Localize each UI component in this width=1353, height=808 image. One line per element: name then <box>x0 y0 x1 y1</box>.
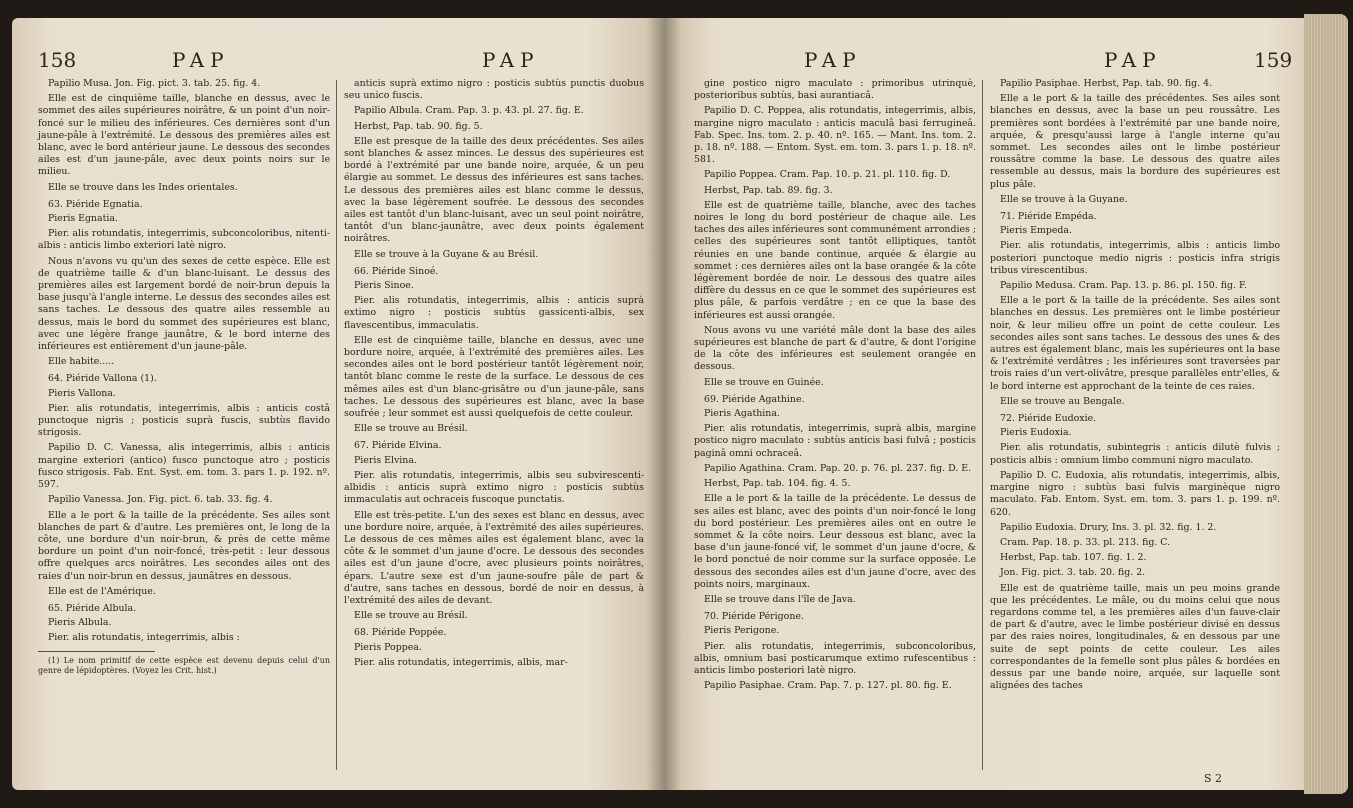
right-page <box>664 18 1304 790</box>
species-heading: 65. Piéride Albula. <box>48 602 137 614</box>
text-paragraph: Pier. alis rotundatis, integerrimis, albis : anticis costâ punctoque nigris ; posticis suprà fuscis, subtùs flavido strigosis. <box>38 402 330 439</box>
text-paragraph: Papilio Vanessa. Jon. Fig. pict. 6. tab. 33. fig. 4. <box>48 494 273 506</box>
text-paragraph: Papilio Albula. Cram. Pap. 3. p. 43. pl. 27. fig. E. <box>354 105 584 117</box>
text-paragraph: Elle a le port & la taille des précédentes. Ses ailes sont blanches en dessus, avec la base un peu roussâtre. Les premières sont bordées à l'extrémité par une bande noire, arquée, & presqu'aussi large à l'angle interne qu'au sommet. Les secondes ailes ont le limbe postérieur roussâtre comme la base. Le dessous des quatre ailes ressemble au dessus, mais la bordure des supérieures est plus pâle. <box>990 93 1280 190</box>
text-paragraph: Herbst, Pap. tab. 89. fig. 3. <box>704 184 833 196</box>
text-paragraph: Pier. alis rotundatis, integerrimis, albis : <box>48 632 240 644</box>
species-heading: 70. Piéride Périgone. <box>704 611 804 623</box>
text-paragraph: Elle a le port & la taille de la précédente. Le dessus de ses ailes est blanc, avec des points d'un noir-foncé le long du bord postérieur. Les premières ailes ont en outre le sommet & la côte noirs. Leur dessous est blanc, avec la base d'un jaune-foncé vif, le sommet d'un jaune d'ocre, & le bord ponctué de noir comme sur la surface opposée. Le dessous des secondes ailes est d'un jaune d'ocre, avec des points noirs, marginaux. <box>694 493 976 590</box>
text-paragraph: Nous avons vu une variété mâle dont la base des ailes supérieures est blanche de part & d'autre, & dont l'origine de la côte des inférieures est seulement orangée en dessous. <box>694 324 976 373</box>
species-heading: 67. Piéride Elvina. <box>354 440 442 452</box>
text-paragraph: gine postico nigro maculato : primoribus utrinquè, posterioribus subtùs, basi aurantiacâ. <box>694 78 976 102</box>
text-paragraph: Papilio Poppea. Cram. Pap. 10. p. 21. pl. 110. fig. D. <box>704 169 951 181</box>
footnote: (1) Le nom primitif de cette espèce est devenu depuis celui d'un genre de lépidoptères. (Voyez les Crit. hist.) <box>38 655 330 675</box>
right-running-head-2: PAP <box>1104 48 1162 72</box>
text-paragraph: Cram. Pap. 18. p. 33. pl. 213. fig. C. <box>1000 536 1171 548</box>
text-paragraph: Pier. alis rotundatis, integerrimis, albis : anticis suprà extimo nigro : posticis subtùs gassicenti-albis, sex flavescentibus, immaculatis. <box>344 295 644 331</box>
text-paragraph: Herbst, Pap. tab. 107. fig. 1. 2. <box>1000 552 1147 564</box>
right-column-2 <box>990 78 1280 695</box>
text-paragraph: Papilio Pasiphae. Cram. Pap. 7. p. 127. pl. 80. fig. E. <box>704 680 952 692</box>
signature-mark: S 2 <box>1204 772 1223 785</box>
column-divider <box>982 80 983 770</box>
text-paragraph: Nous n'avons vu qu'un des sexes de cette espèce. Elle est de quatrième taille & d'un blanc-luisant. Le dessus des premières ailes est largement bordé de noir-brun depuis la base jusqu'à l'angle interne. Le dessus des secondes ailes est sans taches. Le dessous des quatre ailes ressemble au dessus, mais le bord du sommet des supérieures est blanc, avec une légère frange jaunâtre, & le bord interne des inférieures est entièrement d'un jaune-pâle. <box>38 255 330 353</box>
left-page-number: 158 <box>38 48 77 72</box>
text-paragraph: Pieris Sinoe. <box>354 280 414 292</box>
text-paragraph: Elle est de quatrième taille, mais un peu moins grande que les précédentes. Le mâle, ou du moins celui que nous regardons comme tel, a les premières ailes d'un fauve-clair de part & d'autre, avec le limbe postérieur divisé en dessus par des raies noires, longitudinales, & en dessous par une suite de sept points de cette couleur. Les ailes correspondantes de la femelle sont plus pâles & bordées en dessus par une bande noire, arquée, sur laquelle sont alignées des taches <box>990 582 1280 692</box>
text-paragraph: Elle se trouve à la Guyane. <box>1000 193 1128 205</box>
text-paragraph: Elle est de cinquième taille, blanche en dessus, avec une bordure noire, arquée, à l'extrémité des premières ailes. Les secondes ailes ont le bord postérieur tantôt légèrement noir, tantôt blanc comme le reste de la surface. Le dessous de ces mêmes ailes est d'un blanc-grisâtre ou d'un jaune-pâle, sans taches. Le dessous des supérieures est blanc, avec la base soufrée ; leur sommet est aussi quelquefois de cette couleur. <box>344 334 644 420</box>
text-paragraph: Elle est de cinquième taille, blanche en dessus, avec le sommet des ailes supérieures noirâtre, & un point d'un noir-foncé sur le milieu des inférieures. Ces dernières sont d'un jaune-pâle à l'extrémité. Le dessous des premières ailes est blanc, avec le bord antérieur jaune. Le dessous des secondes ailes est d'un jaune-pâle, avec deux points noirs sur le milieu. <box>38 93 330 178</box>
text-paragraph: Pieris Elvina. <box>354 454 417 466</box>
text-paragraph: Pier. alis rotundatis, integerrimis, subconcoloribus, albis, omnium basi posticarumque extimo rufescentibus : anticis limbo posteriori latè nigro. <box>694 640 976 676</box>
species-heading: 72. Piéride Eudoxie. <box>1000 413 1097 425</box>
species-heading: 71. Piéride Empéda. <box>1000 211 1097 223</box>
text-paragraph: Elle a le port & la taille de la précédente. Ses ailes sont blanches en dessus. Les premières ont le limbe postérieur noir, & leur milieu offre un point de cette couleur. Les secondes ailes sont sans taches. Le dessous des unes & des autres est également blanc, mais les supérieures ont la base & l'extrémité verdâtres ; les inférieures sont traversées par trois raies d'un vert-olivâtre, presque parallèles entr'elles, & le bord interne est approchant de la teinte de ces raies. <box>990 295 1280 392</box>
species-heading: 66. Piéride Sinoé. <box>354 265 439 277</box>
text-paragraph: Elle est presque de la taille des deux précédentes. Ses ailes sont blanches & assez minces. Le dessus des supérieures est bordé à l'extrémité par une bande noire, arquée, & un peu élargie au sommet. Le dessus des inférieures est sans taches. Le dessous des premières ailes est blanc comme le dessus, avec la base légèrement soufrée. Le dessous des secondes ailes est tantôt d'un blanc-luisant, avec un seul point noirâtre, tantôt d'un blanc-jaunâtre, avec deux points également noirâtres. <box>344 135 644 245</box>
left-running-head-1: PAP <box>172 48 230 72</box>
species-heading: 63. Piéride Egnatia. <box>48 198 143 210</box>
left-page <box>12 18 664 790</box>
right-running-head-1: PAP <box>804 48 862 72</box>
text-paragraph: Papilio Eudoxia. Drury, Ins. 3. pl. 32. fig. 1. 2. <box>1000 521 1217 533</box>
text-paragraph: Elle a le port & la taille de la précédente. Ses ailes sont blanches de part & d'autre. Les premières ont, le long de la côte, une bordure d'un noir-brun, & près de cette même bordure un point d'un noir-foncé, très-petit : leur dessous offre quelques arcs noirâtres. Les secondes ailes ont des raies d'un noir-brun en dessus, jaunâtres en dessous. <box>38 509 330 582</box>
text-paragraph: Elle se trouve dans les Indes orientales. <box>48 181 238 193</box>
text-paragraph: Pieris Poppea. <box>354 641 422 653</box>
left-running-head-2: PAP <box>482 48 540 72</box>
left-column-1 <box>38 78 330 679</box>
text-paragraph: Herbst, Pap. tab. 90. fig. 5. <box>354 120 483 132</box>
right-page-number: 159 <box>1254 48 1293 72</box>
text-paragraph: Pieris Egnatia. <box>48 213 118 225</box>
text-paragraph: Elle habite..... <box>48 356 115 368</box>
left-column-2 <box>344 78 644 672</box>
species-heading: 69. Piéride Agathine. <box>704 393 805 405</box>
species-heading: 68. Piéride Poppée. <box>354 627 447 639</box>
text-paragraph: Pieris Agathina. <box>704 408 780 420</box>
text-paragraph: Elle se trouve dans l'île de Java. <box>704 593 856 605</box>
text-paragraph: Pier. alis rotundatis, integerrimis, albis seu subvirescenti-albidis : anticis suprà extimo nigro : posticis subtùs immaculatis aut ochraceis fuscoque punctatis. <box>344 469 644 506</box>
column-divider <box>336 80 337 770</box>
text-paragraph: Papilio D. C. Vanessa, alis integerrimis, albis : anticis margine exteriori (antico) fusco punctoque atro ; posticis fusco strigosis. Fab. Ent. Syst. em. tom. 3. pars 1. p. 192. nº. 597. <box>38 442 330 491</box>
text-paragraph: Elle est très-petite. L'un des sexes est blanc en dessus, avec une bordure noire, arquée, à l'extrémité des ailes supérieures. Le dessous de ces mêmes ailes est également blanc, avec la côte & le sommet d'un jaune d'ocre. Le dessous des secondes ailes est d'un jaune d'ocre, avec plusieurs points noirâtres, épars. L'autre sexe est d'un jaune-soufre pâle de part & d'autre, sans taches en dessous, bordé de noir en dessus, à l'extrémité des ailes de devant. <box>344 509 644 606</box>
text-paragraph: Elle se trouve au Bengale. <box>1000 395 1125 407</box>
text-paragraph: Pier. alis rotundatis, integerrimis, albis : anticis limbo posteriori punctoque medio nigris : posticis infra strigis tribus virescentibus. <box>990 240 1280 276</box>
text-paragraph: Pieris Perigone. <box>704 625 780 637</box>
text-paragraph: anticis suprà extimo nigro : posticis subtùs punctis duobus seu unico fuscis. <box>344 78 644 102</box>
text-paragraph: Papilio Pasiphae. Herbst, Pap. tab. 90. fig. 4. <box>1000 78 1213 89</box>
text-paragraph: Jon. Fig. pict. 3. tab. 20. fig. 2. <box>1000 567 1146 579</box>
text-paragraph: Elle se trouve en Guinée. <box>704 376 824 388</box>
right-column-1 <box>694 78 976 695</box>
text-paragraph: Elle se trouve à la Guyane & au Brésil. <box>354 248 539 260</box>
page-edges <box>1304 14 1348 794</box>
text-paragraph: Pier. alis rotundatis, integerrimis, albis, mar- <box>354 656 568 668</box>
text-paragraph: Pieris Eudoxia. <box>1000 427 1072 439</box>
text-paragraph: Pieris Albula. <box>48 617 112 629</box>
text-paragraph: Pieris Vallona. <box>48 387 116 399</box>
text-paragraph: Elle se trouve au Brésil. <box>354 423 468 435</box>
text-paragraph: Papilio D. C. Eudoxia, alis rotundatis, integerrimis, albis, margine nigro : subtùs basi fulvis marginèque nigro maculato. Fab. Entom. Syst. em. tom. 3. pars 1. p. 199. nº. 620. <box>990 469 1280 518</box>
text-paragraph: Papilio Musa. Jon. Fig. pict. 3. tab. 25. fig. 4. <box>48 78 261 89</box>
species-heading: 64. Piéride Vallona (1). <box>48 373 157 385</box>
text-paragraph: Elle est de quatrième taille, blanche, avec des taches noires le long du bord postérieur de chaque aile. Les taches des ailes inférieures sont communément arrondies ; celles des supérieures sont tantôt elliptiques, tantôt réunies en une bande continue, arquée & élargie au sommet : ces dernières ailes ont la base orangée & la côte légèrement bordée de noir. Le dessous des quatre ailes diffère du dessus en ce que le sommet des supérieures est plus pâle, & parfois verdâtre ; en ce que la base des inférieures est aussi orangée. <box>694 199 976 321</box>
text-paragraph: Papilio Agathina. Cram. Pap. 20. p. 76. pl. 237. fig. D. E. <box>704 462 972 474</box>
text-paragraph: Pieris Empeda. <box>1000 225 1072 237</box>
text-paragraph: Pier. alis rotundatis, integerrimis, suprà albis, margine postico nigro maculato : subtùs anticis basi fulvâ ; posticis paginâ omni ochraceâ. <box>694 423 976 459</box>
text-paragraph: Pier. alis rotundatis, integerrimis, subconcoloribus, nitenti-albis : anticis limbo exteriori latè nigro. <box>38 228 330 252</box>
text-paragraph: Papilio D. C. Poppea, alis rotundatis, integerrimis, albis, margine nigro maculato : anticis maculâ basi ferrugineâ. Fab. Spec. Ins. tom. 2. p. 40. nº. 165. — Mant. Ins. tom. 2. p. 18. nº. 188. — Entom. Syst. em. tom. 3. pars 1. p. 18. nº. 581. <box>694 105 976 166</box>
footnote-rule <box>38 651 155 652</box>
text-paragraph: Papilio Medusa. Cram. Pap. 13. p. 86. pl. 150. fig. F. <box>1000 280 1247 292</box>
text-paragraph: Elle se trouve au Brésil. <box>354 610 468 622</box>
text-paragraph: Elle est de l'Amérique. <box>48 585 156 597</box>
text-paragraph: Pier. alis rotundatis, subintegris : anticis dilutè fulvis ; posticis albis : omnium limbo communi nigro maculato. <box>990 442 1280 466</box>
text-paragraph: Herbst, Pap. tab. 104. fig. 4. 5. <box>704 478 851 490</box>
